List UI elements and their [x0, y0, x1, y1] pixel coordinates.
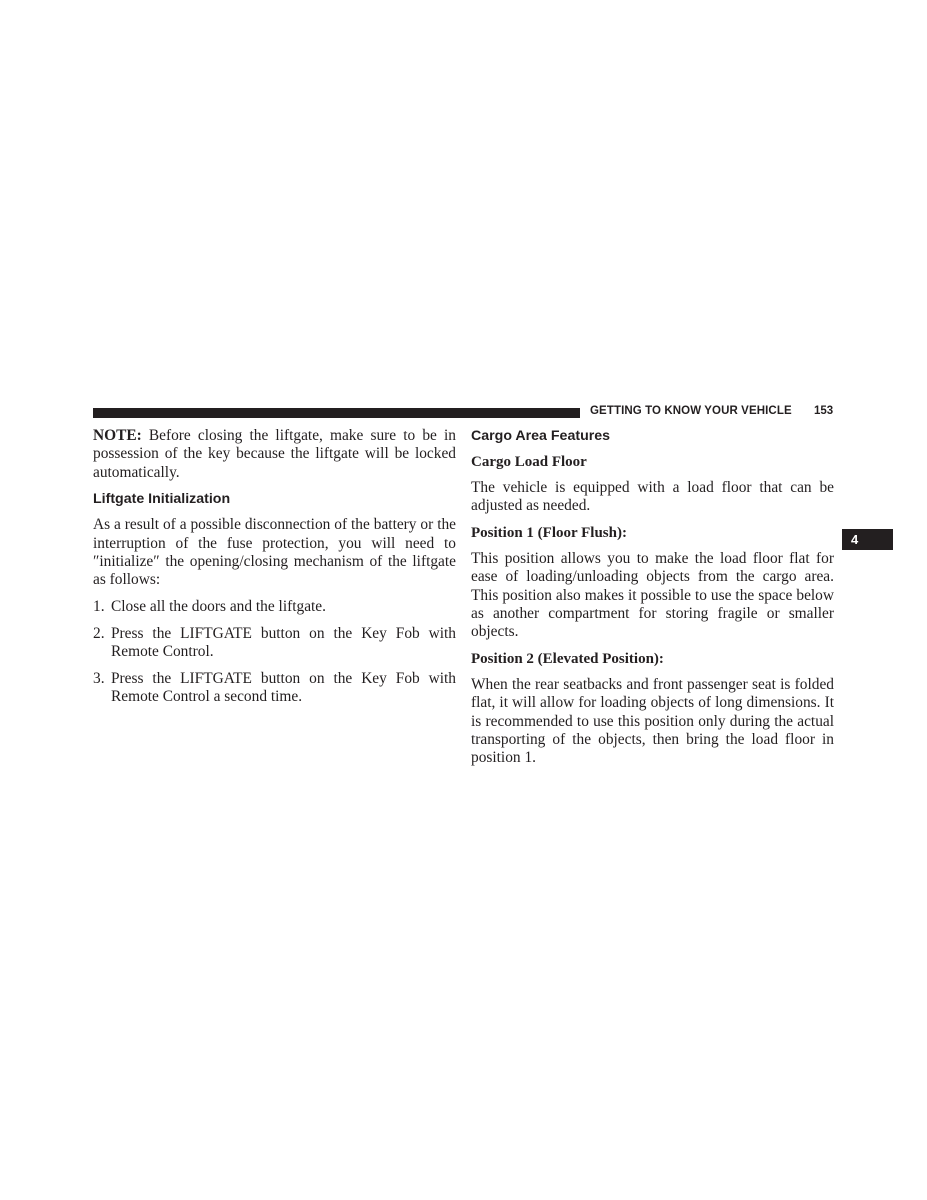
cargo-load-floor-paragraph: The vehicle is equipped with a load floor that can be adjusted as needed.: [471, 479, 834, 515]
running-header-title: GETTING TO KNOW YOUR VEHICLE: [590, 405, 792, 417]
step-text: Press the LIFTGATE button on the Key Fob with Remote Control a second time.: [111, 669, 456, 706]
right-column: [471, 427, 834, 776]
position2-heading: Position 2 (Elevated Position):: [471, 651, 664, 668]
liftgate-steps-list: [93, 598, 456, 706]
chapter-tab: 4: [842, 529, 893, 550]
note-text: Before closing the liftgate, make sure to be in possession of the key because the liftgate will be locked automatically.: [93, 427, 456, 481]
step-text: Close all the doors and the liftgate.: [111, 598, 326, 616]
note-label: NOTE:: [93, 427, 142, 444]
step-number: 2.: [93, 624, 105, 642]
list-item: [93, 625, 456, 662]
step-number: 1.: [93, 598, 105, 616]
liftgate-intro-paragraph: As a result of a possible disconnection of the battery or the interruption of the fuse protection, you will need to ″initialize″ the opening/closing mechanism of the liftgate as follows:: [93, 516, 456, 589]
position2-paragraph: When the rear seatbacks and front passenger seat is folded flat, it will allow for loading objects of long dimensions. It is recommended to use this position only during the actual transporting of the objects, then bring the load floor in position 1.: [471, 676, 834, 767]
position1-heading: Position 1 (Floor Flush):: [471, 525, 627, 542]
liftgate-initialization-heading: Liftgate Initialization: [93, 491, 231, 508]
note-paragraph: [93, 427, 456, 482]
list-item: [93, 598, 456, 616]
step-number: 3.: [93, 669, 105, 687]
cargo-area-features-heading: Cargo Area Features: [471, 428, 611, 444]
cargo-load-floor-subheading: Cargo Load Floor: [471, 454, 587, 470]
header-rule: [93, 408, 580, 418]
step-text: Press the LIFTGATE button on the Key Fob with Remote Control.: [111, 624, 456, 661]
left-column: [93, 427, 456, 715]
list-item: [93, 670, 456, 707]
position1-paragraph: This position allows you to make the load floor flat for ease of loading/unloading objects from the cargo area. This position also makes it possible to use the space below as another compartment for storing fragile or smaller objects.: [471, 550, 834, 641]
page-number: 153: [814, 405, 834, 417]
